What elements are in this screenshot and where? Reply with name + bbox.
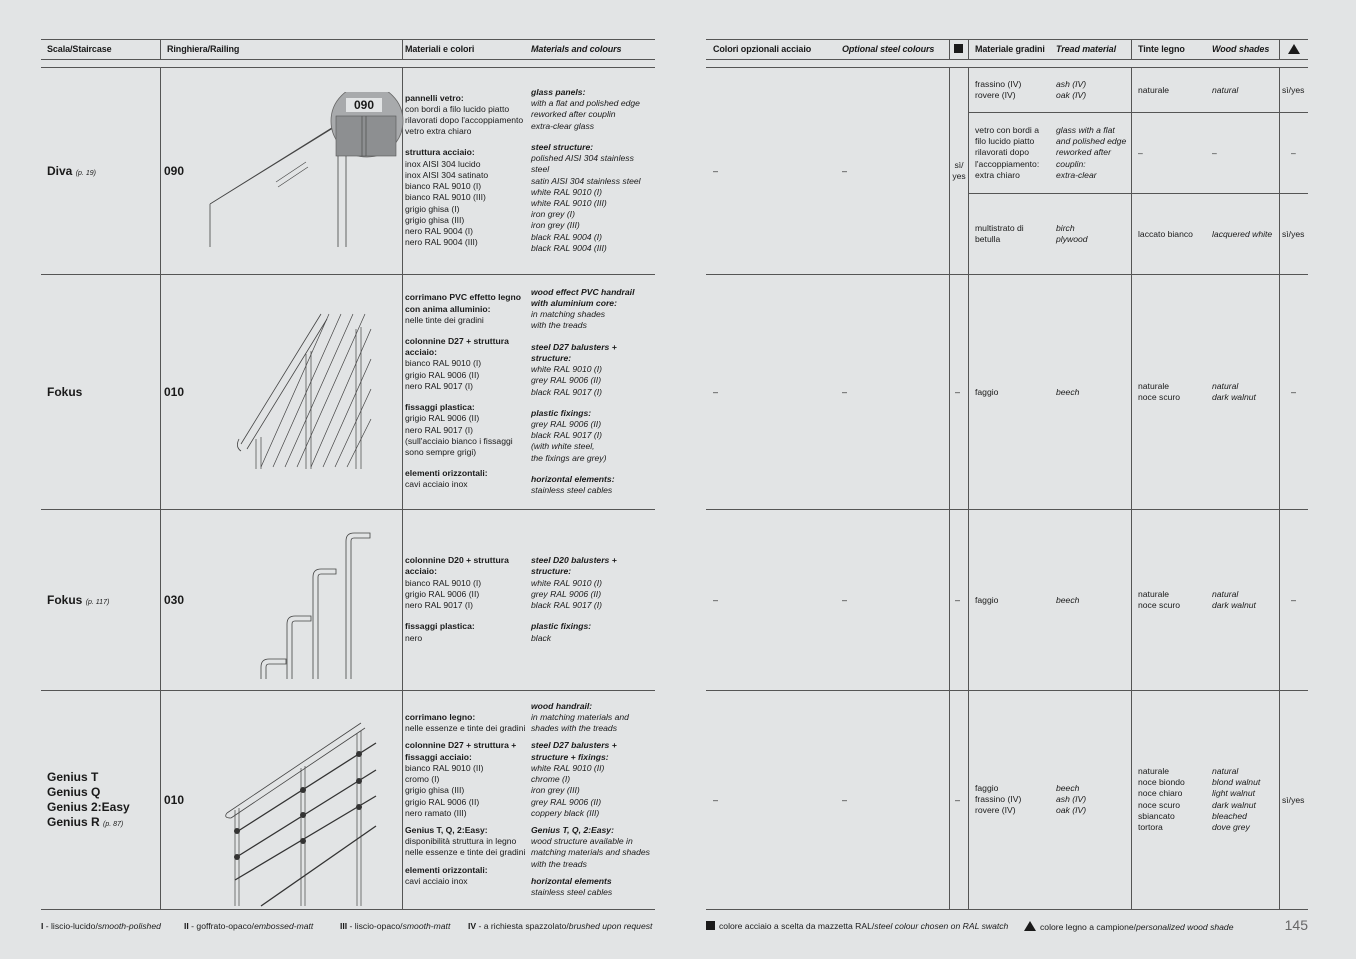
material-block: colonnine D20 + struttura acciaio: bianco RAL 9010 (I) grigio RAL 9006 (II) nero RAL 9017 (I) [405, 555, 509, 611]
rule [41, 59, 655, 60]
material-block: colonnine D27 + struttura acciaio: bianco RAL 9010 (I) grigio RAL 9006 (II) nero RAL 9017 (I) [405, 336, 509, 391]
ral-swatch-option: sì/ yes [952, 160, 966, 182]
optional-colour: – [713, 795, 719, 805]
wood-shade-en: natural blond walnut light walnut dark walnut bleached dove grey [1212, 766, 1261, 833]
wood-shade: naturale noce scuro [1138, 381, 1181, 403]
wood-shade-en: lacquered white [1212, 229, 1273, 239]
material-block: plastic fixings: grey RAL 9006 (II) black RAL 9017 (I) (with white steel, the fixings are grey) [531, 407, 607, 463]
legend-wood-shade: colore legno a campione/personalized wood shade [1024, 921, 1234, 932]
staircase-name: Diva (p. 19) [47, 164, 96, 178]
material-block: elementi orizzontali: cavi acciaio inox [405, 468, 488, 490]
material-block: horizontal elements: stainless steel cables [531, 473, 615, 495]
rule [706, 909, 1308, 910]
material-block: wood effect PVC handrail with aluminium core: in matching shades with the treads [531, 286, 635, 331]
wood-shade-en: natural dark walnut [1212, 381, 1256, 403]
wood-shade: – [1138, 148, 1143, 158]
wood-shade: naturale noce scuro [1138, 589, 1181, 611]
material-block: corrimano PVC effetto legno con anima alluminio: nelle tinte dei gradini [405, 292, 522, 325]
legend-finish-I: I - liscio-lucido/smooth-polished [41, 921, 161, 931]
wood-shade-en: – [1212, 148, 1217, 158]
legend-finish-II: II - goffrato-opaco/embossed-matt [184, 921, 314, 931]
tread-material: faggio frassino (IV) rovere (IV) [975, 783, 1022, 816]
wood-shade: naturale [1138, 85, 1170, 95]
header-tread-it: Materiale gradini [975, 44, 1045, 54]
legend-ral-swatch: colore acciaio a scelta da mazzetta RAL/steel colour chosen on RAL swatch [706, 921, 1008, 931]
triangle-icon [1024, 921, 1036, 931]
rule [706, 690, 1308, 691]
staircase-name: Genius T Genius Q Genius 2:Easy Genius R (p. 87) [47, 770, 130, 829]
staircase-name: Fokus [47, 385, 83, 399]
material-block: steel D27 balusters + structure + fixings: white RAL 9010 (II) chrome (I) iron grey (III) grey RAL 9006 (II) coppery black (III) [531, 740, 617, 818]
header-tread-en: Tread material [1056, 44, 1116, 54]
railing-code: 010 [164, 793, 185, 807]
diva-railing-drawing [206, 92, 406, 252]
right-page [706, 0, 1308, 959]
table-row [41, 274, 655, 509]
col-divider [949, 67, 950, 909]
materials-it [405, 509, 529, 690]
railing-code: 090 [164, 164, 185, 178]
material-block: Genius T, Q, 2:Easy: disponibilità struttura in legno nelle essenze e tinte dei gradini [405, 824, 526, 858]
rule [968, 112, 1308, 113]
tread-material-en: birch plywood [1056, 223, 1088, 245]
ral-swatch-option: – [955, 595, 961, 605]
tread-material: multistrato di betulla [975, 223, 1024, 245]
wood-shade-en: natural dark walnut [1212, 589, 1256, 611]
col-divider [1279, 39, 1280, 59]
material-block: glass panels: with a flat and polished edge reworked after couplin extra-clear glass [531, 87, 640, 131]
materials-it [405, 274, 529, 509]
tread-material-en: ash (IV) oak (IV) [1056, 79, 1087, 101]
material-block: steel D27 balusters + structure: white RAL 9010 (I) grey RAL 9006 (II) black RAL 9017 (I) [531, 341, 617, 397]
custom-shade-option: – [1291, 387, 1297, 397]
rule [41, 909, 655, 910]
material-block: Genius T, Q, 2:Easy: wood structure available in matching materials and shades with the treads [531, 824, 650, 869]
col-divider [1279, 67, 1280, 909]
col-divider [949, 39, 950, 59]
custom-shade-option: sì/yes [1282, 85, 1305, 95]
tread-material: faggio [975, 595, 999, 605]
material-block: steel structure: polished AISI 304 stainless steel satin AISI 304 stainless steel white RAL 9010 (I) white RAL 9010 (III) iron grey (I) iron grey (III) black RAL 9004 (I) black RAL 9004 (III) [531, 141, 641, 253]
rule [41, 39, 655, 40]
square-icon [706, 921, 715, 930]
wood-shade: laccato bianco [1138, 229, 1193, 239]
custom-shade-option: sì/yes [1282, 229, 1305, 239]
table-row [41, 509, 655, 690]
genius-railing-drawing [221, 718, 381, 908]
railing-code: 030 [164, 593, 185, 607]
tread-material: frassino (IV) rovere (IV) [975, 79, 1022, 101]
page-number: 145 [1284, 917, 1308, 933]
material-block: wood handrail: in matching materials and shades with the treads [531, 700, 629, 734]
optional-colour-en: – [842, 595, 848, 605]
rule [706, 59, 1308, 60]
ral-swatch-option: – [955, 387, 961, 397]
table-row [41, 67, 655, 274]
header-materials-it: Materiali e colori [405, 44, 475, 54]
table-row [41, 690, 655, 909]
custom-shade-option: sì/yes [1282, 795, 1305, 805]
col-divider [968, 39, 969, 59]
fokus-baluster-drawing [256, 519, 376, 684]
col-divider [160, 39, 161, 59]
optional-colour-en: – [842, 387, 848, 397]
col-divider [402, 39, 403, 59]
rule [706, 39, 1308, 40]
materials-it [405, 67, 529, 274]
header-materials-en: Materials and colours [531, 44, 622, 54]
rule [706, 509, 1308, 510]
tread-material-en: glass with a flat and polished edge reworked after couplin: extra-clear [1056, 125, 1127, 180]
left-page [41, 0, 655, 959]
ral-swatch-option: – [955, 795, 961, 805]
tread-material: faggio [975, 387, 999, 397]
material-block: steel D20 balusters + structure: white RAL 9010 (I) grey RAL 9006 (II) black RAL 9017 (I) [531, 555, 617, 611]
rule [706, 67, 1308, 68]
materials-en [531, 67, 655, 274]
custom-shade-option: – [1291, 148, 1296, 158]
fokus-cable-railing-drawing [231, 309, 381, 474]
optional-colour: – [713, 166, 719, 176]
triangle-icon [1288, 44, 1300, 55]
materials-en [531, 690, 655, 909]
header-shades-en: Wood shades [1212, 44, 1270, 54]
header-optional-it: Colori opzionali acciaio [713, 44, 812, 54]
col-divider [968, 67, 969, 909]
header-railing: Ringhiera/Railing [167, 44, 240, 54]
material-block: horizontal elements stainless steel cables [531, 875, 613, 897]
railing-code: 010 [164, 385, 185, 399]
material-block: struttura acciaio: inox AISI 304 lucido inox AISI 304 satinato bianco RAL 9010 (I) bianco RAL 9010 (III) grigio ghisa (I) grigio ghisa (III) nero RAL 9004 (I) nero RAL 9004 (III) [405, 147, 489, 248]
header-staircase: Scala/Staircase [47, 44, 112, 54]
legend-finish-III: III - liscio-opaco/smooth-matt [340, 921, 451, 931]
custom-shade-option: – [1291, 595, 1297, 605]
material-block: plastic fixings: black [531, 621, 592, 643]
material-block: corrimano legno: nelle essenze e tinte dei gradini [405, 712, 526, 734]
tread-material-en: beech [1056, 387, 1080, 397]
railing-code-badge: 090 [353, 98, 375, 112]
optional-colour: – [713, 595, 719, 605]
material-block: fissaggi plastica: grigio RAL 9006 (II) nero RAL 9017 (I) (sull'acciaio bianco i fissaggi sono sempre grigi) [405, 402, 513, 457]
col-divider [1131, 39, 1132, 59]
material-block: elementi orizzontali: cavi acciaio inox [405, 864, 488, 886]
tread-material-en: beech ash (IV) oak (IV) [1056, 783, 1087, 816]
optional-colour-en: – [842, 166, 848, 176]
square-icon [954, 44, 963, 54]
materials-en [531, 509, 655, 690]
rule [968, 193, 1308, 194]
materials-it [405, 690, 529, 909]
wood-shade: naturale noce biondo noce chiaro noce scuro sbiancato tortora [1138, 766, 1185, 833]
tread-material: vetro con bordi a filo lucido piatto rilavorati dopo l'accoppiamento: extra chiaro [975, 125, 1040, 180]
header-shades-it: Tinte legno [1138, 44, 1185, 54]
header-optional-en: Optional steel colours [842, 44, 935, 54]
material-block: fissaggi plastica: nero [405, 621, 475, 643]
staircase-name: Fokus (p. 117) [47, 593, 110, 607]
legend-finish-IV: IV - a richiesta spazzolato/brushed upon request [468, 921, 653, 931]
material-block: colonnine D27 + struttura + fissaggi acciaio: bianco RAL 9010 (II) cromo (I) grigio ghisa (III) grigio RAL 9006 (II) nero ramato (III) [405, 740, 517, 818]
optional-colour-en: – [842, 795, 848, 805]
optional-colour: – [713, 387, 719, 397]
rule [706, 274, 1308, 275]
col-divider [1131, 67, 1132, 909]
wood-shade-en: natural [1212, 85, 1239, 95]
material-block: pannelli vetro: con bordi a filo lucido piatto rilavorati dopo l'accoppiamento vetro extra chiaro [405, 92, 524, 137]
materials-en [531, 274, 655, 509]
tread-material-en: beech [1056, 595, 1080, 605]
